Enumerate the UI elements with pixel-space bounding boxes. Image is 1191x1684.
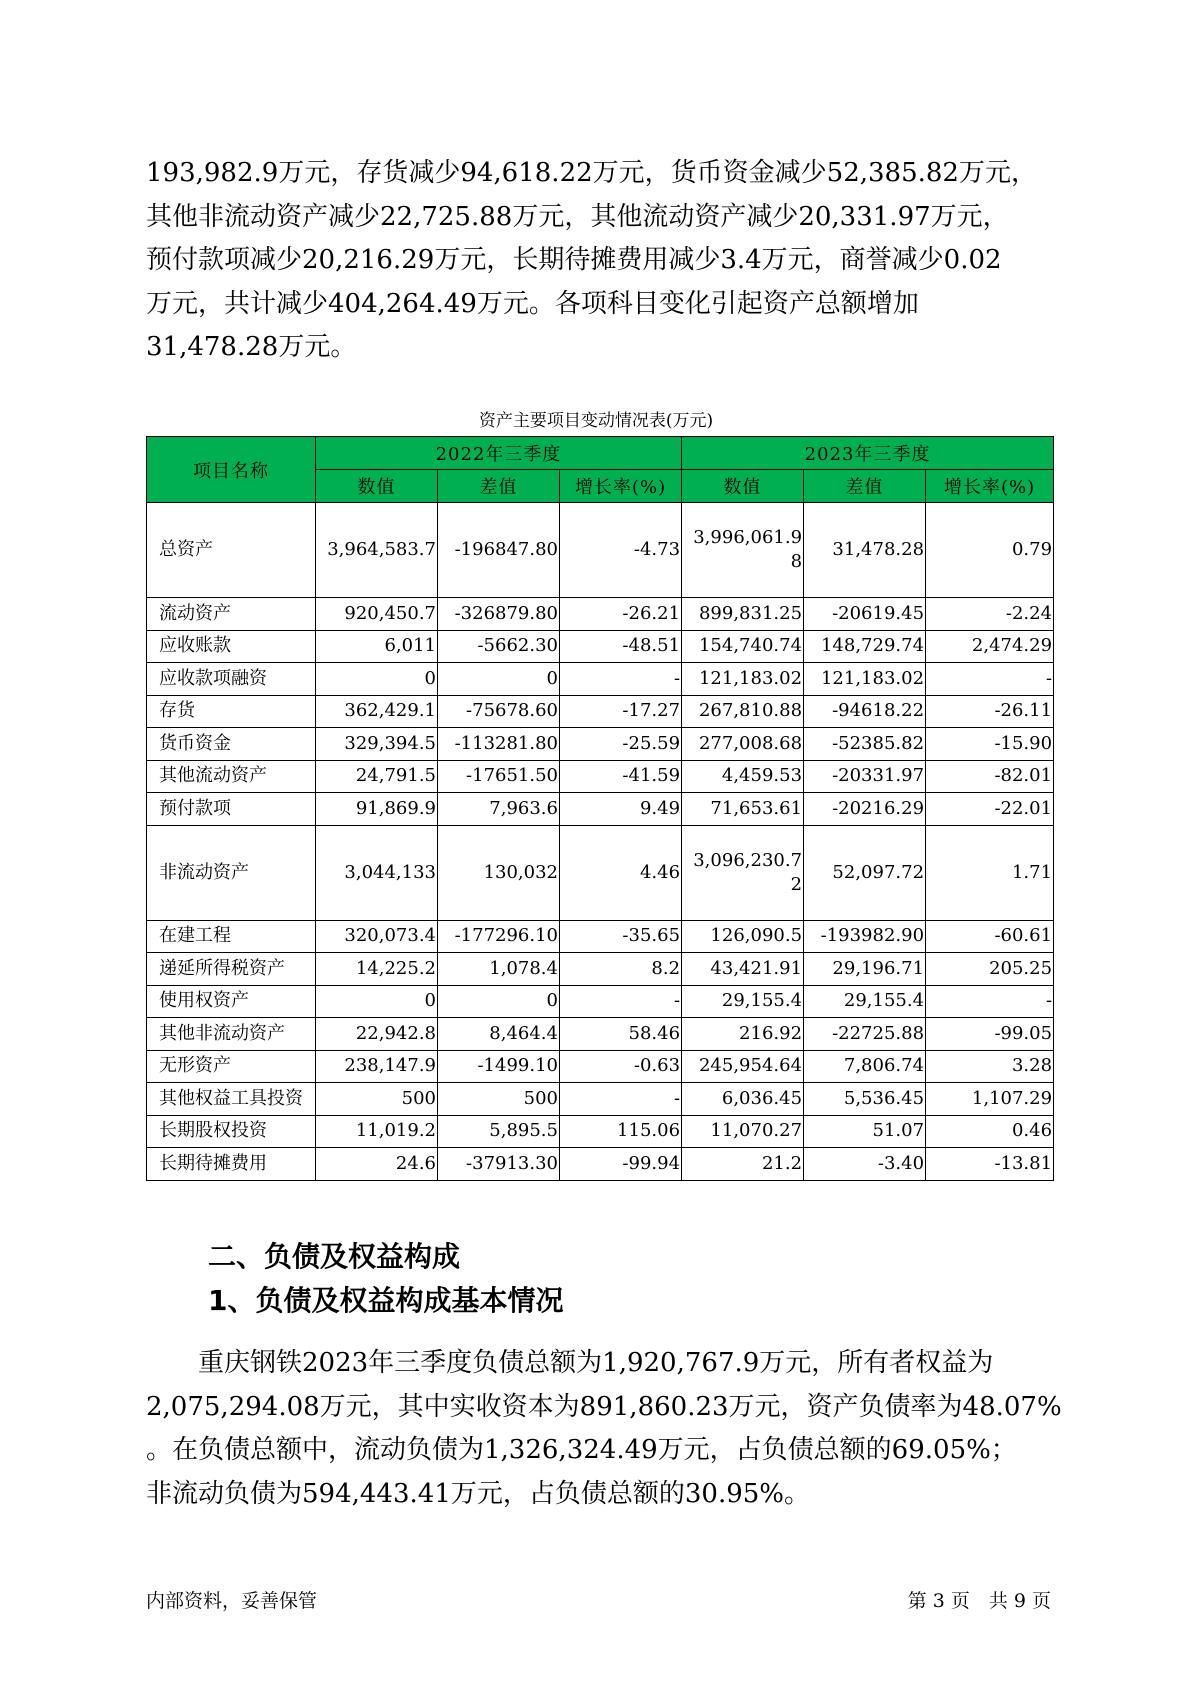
row-cell-g23: 205.25: [926, 953, 1054, 986]
row-cell-v22: 6,011: [316, 630, 438, 663]
intro-paragraph: [146, 152, 1046, 370]
row-cell-d22: 5,895.5: [438, 1115, 560, 1148]
row-cell-g22: -17.27: [560, 695, 682, 728]
row-cell-g23: -: [926, 985, 1054, 1018]
row-cell-v23: 216.92: [682, 1018, 804, 1051]
table-row: [147, 1083, 1054, 1116]
row-item-name: 在建工程: [147, 920, 316, 953]
row-cell-g22: -4.73: [560, 503, 682, 598]
liability-line: 。在负债总额中，流动负债为1,326,324.49万元，占负债总额的69.05%；: [146, 1435, 1017, 1465]
row-cell-v22: 0: [316, 663, 438, 696]
row-cell-g22: -: [560, 985, 682, 1018]
row-item-name: 应收款项融资: [147, 663, 316, 696]
table-body: [147, 503, 1054, 1181]
row-cell-d22: -177296.10: [438, 920, 560, 953]
row-cell-v23: 899,831.25: [682, 598, 804, 631]
row-cell-v23: 154,740.74: [682, 630, 804, 663]
row-cell-d23: -20216.29: [804, 793, 926, 826]
row-item-name: 其他非流动资产: [147, 1018, 316, 1051]
row-cell-d23: -20619.45: [804, 598, 926, 631]
row-item-name: 存货: [147, 695, 316, 728]
row-cell-d23: 31,478.28: [804, 503, 926, 598]
row-cell-v22: 329,394.5: [316, 728, 438, 761]
row-cell-d22: 500: [438, 1083, 560, 1116]
row-cell-g23: -22.01: [926, 793, 1054, 826]
header-item-name: 项目名称: [147, 437, 316, 503]
row-cell-v22: 3,964,583.7: [316, 503, 438, 598]
table-row: [147, 953, 1054, 986]
row-cell-v22: 238,147.9: [316, 1050, 438, 1083]
row-cell-g22: 4.46: [560, 825, 682, 920]
row-cell-g23: -99.05: [926, 1018, 1054, 1051]
row-cell-v23: 267,810.88: [682, 695, 804, 728]
intro-line: 预付款项减少20,216.29万元，长期待摊费用减少3.4万元，商誉减少0.02: [146, 245, 1002, 275]
asset-change-table: [146, 436, 1054, 1181]
table-row: [147, 695, 1054, 728]
section-heading: 二、负债及权益构成: [208, 1240, 461, 1273]
row-cell-d23: -94618.22: [804, 695, 926, 728]
row-cell-g23: -60.61: [926, 920, 1054, 953]
row-cell-d22: -17651.50: [438, 760, 560, 793]
row-cell-g23: 2,474.29: [926, 630, 1054, 663]
row-cell-d23: 51.07: [804, 1115, 926, 1148]
header-value-2023: 数值: [682, 470, 804, 503]
row-cell-d23: -52385.82: [804, 728, 926, 761]
row-cell-v23: 121,183.02: [682, 663, 804, 696]
row-item-name: 预付款项: [147, 793, 316, 826]
row-cell-g22: -99.94: [560, 1148, 682, 1181]
table-row: [147, 1115, 1054, 1148]
row-cell-v23: 277,008.68: [682, 728, 804, 761]
row-cell-d22: 8,464.4: [438, 1018, 560, 1051]
row-cell-d23: 148,729.74: [804, 630, 926, 663]
footer-confidential-note: 内部资料，妥善保管: [146, 1590, 318, 1612]
row-cell-v23: 3,096,230.72: [682, 825, 804, 920]
row-cell-d23: 29,155.4: [804, 985, 926, 1018]
row-cell-v22: 91,869.9: [316, 793, 438, 826]
row-cell-d22: -75678.60: [438, 695, 560, 728]
row-cell-v22: 11,019.2: [316, 1115, 438, 1148]
intro-line: 其他非流动资产减少22,725.88万元，其他流动资产减少20,331.97万元，: [146, 201, 1009, 232]
row-item-name: 总资产: [147, 503, 316, 598]
row-item-name: 使用权资产: [147, 985, 316, 1018]
table-row: [147, 920, 1054, 953]
row-cell-d22: -5662.30: [438, 630, 560, 663]
liability-line: 重庆钢铁2023年三季度负债总额为1,920,767.9万元，所有者权益为: [146, 1348, 994, 1378]
row-cell-g22: -0.63: [560, 1050, 682, 1083]
table-row: [147, 760, 1054, 793]
row-item-name: 其他流动资产: [147, 760, 316, 793]
row-cell-d23: 5,536.45: [804, 1083, 926, 1116]
footer-page-number: 第 3 页 共 9 页: [907, 1590, 1051, 1612]
row-cell-d22: -37913.30: [438, 1148, 560, 1181]
row-cell-d23: -193982.90: [804, 920, 926, 953]
row-cell-g23: 0.79: [926, 503, 1054, 598]
table-row: [147, 503, 1054, 598]
row-cell-g23: -26.11: [926, 695, 1054, 728]
row-cell-v22: 320,073.4: [316, 920, 438, 953]
row-cell-v23: 71,653.61: [682, 793, 804, 826]
subsection-heading: 1、负债及权益构成基本情况: [208, 1284, 564, 1317]
row-cell-d23: 7,806.74: [804, 1050, 926, 1083]
row-cell-v22: 14,225.2: [316, 953, 438, 986]
liability-line: 2,075,294.08万元，其中实收资本为891,860.23万元，资产负债率为48.07%: [146, 1391, 1062, 1422]
row-cell-d23: 29,196.71: [804, 953, 926, 986]
row-item-name: 其他权益工具投资: [147, 1083, 316, 1116]
row-cell-g22: 9.49: [560, 793, 682, 826]
row-cell-g23: 1.71: [926, 825, 1054, 920]
table-row: [147, 728, 1054, 761]
row-cell-v23: 3,996,061.98: [682, 503, 804, 598]
row-cell-v22: 0: [316, 985, 438, 1018]
row-item-name: 货币资金: [147, 728, 316, 761]
row-cell-v22: 362,429.1: [316, 695, 438, 728]
table-row: [147, 1050, 1054, 1083]
table-row: [147, 663, 1054, 696]
row-cell-g22: -: [560, 1083, 682, 1116]
header-growth-2022: 增长率(%): [560, 470, 682, 503]
intro-line: 31,478.28万元。: [146, 332, 357, 362]
row-cell-v23: 4,459.53: [682, 760, 804, 793]
row-cell-g23: 3.28: [926, 1050, 1054, 1083]
header-period-2022: 2022年三季度: [316, 437, 682, 470]
row-cell-g23: -13.81: [926, 1148, 1054, 1181]
row-cell-v23: 11,070.27: [682, 1115, 804, 1148]
row-cell-d22: -326879.80: [438, 598, 560, 631]
liability-paragraph: [146, 1342, 1062, 1516]
row-cell-v23: 245,954.64: [682, 1050, 804, 1083]
row-cell-g23: -: [926, 663, 1054, 696]
table-row: [147, 985, 1054, 1018]
row-cell-g23: 0.46: [926, 1115, 1054, 1148]
row-item-name: 流动资产: [147, 598, 316, 631]
row-cell-g23: 1,107.29: [926, 1083, 1054, 1116]
row-item-name: 应收账款: [147, 630, 316, 663]
row-cell-d23: 121,183.02: [804, 663, 926, 696]
intro-line: 193,982.9万元，存货减少94,618.22万元，货币资金减少52,385.82万元，: [146, 158, 1037, 188]
row-cell-g23: -82.01: [926, 760, 1054, 793]
row-cell-v22: 920,450.7: [316, 598, 438, 631]
row-item-name: 递延所得税资产: [147, 953, 316, 986]
liability-line: 非流动负债为594,443.41万元，占负债总额的30.95%。: [146, 1478, 811, 1509]
row-cell-g23: -2.24: [926, 598, 1054, 631]
row-cell-d23: -22725.88: [804, 1018, 926, 1051]
table-row: [147, 793, 1054, 826]
row-item-name: 非流动资产: [147, 825, 316, 920]
row-cell-v23: 43,421.91: [682, 953, 804, 986]
row-cell-g22: 115.06: [560, 1115, 682, 1148]
header-period-2023: 2023年三季度: [682, 437, 1054, 470]
row-cell-v22: 22,942.8: [316, 1018, 438, 1051]
row-cell-g22: -48.51: [560, 630, 682, 663]
row-item-name: 长期股权投资: [147, 1115, 316, 1148]
row-cell-v22: 3,044,133: [316, 825, 438, 920]
row-cell-d22: 7,963.6: [438, 793, 560, 826]
row-cell-v22: 24,791.5: [316, 760, 438, 793]
row-cell-v22: 500: [316, 1083, 438, 1116]
intro-line: 万元，共计减少404,264.49万元。各项科目变化引起资产总额增加: [146, 288, 919, 319]
table-row: [147, 1018, 1054, 1051]
row-cell-g22: -26.21: [560, 598, 682, 631]
row-cell-v23: 21.2: [682, 1148, 804, 1181]
row-cell-v23: 6,036.45: [682, 1083, 804, 1116]
row-cell-d22: 130,032: [438, 825, 560, 920]
table-caption: 资产主要项目变动情况表(万元): [478, 411, 714, 431]
row-cell-v23: 126,090.5: [682, 920, 804, 953]
row-cell-d22: -196847.80: [438, 503, 560, 598]
row-cell-v22: 24.6: [316, 1148, 438, 1181]
row-cell-d22: 0: [438, 663, 560, 696]
row-cell-d22: 0: [438, 985, 560, 1018]
row-cell-d22: -113281.80: [438, 728, 560, 761]
row-cell-g22: -: [560, 663, 682, 696]
row-cell-g23: -15.90: [926, 728, 1054, 761]
row-cell-g22: -25.59: [560, 728, 682, 761]
row-cell-g22: 8.2: [560, 953, 682, 986]
row-cell-v23: 29,155.4: [682, 985, 804, 1018]
row-cell-g22: -35.65: [560, 920, 682, 953]
row-cell-d22: 1,078.4: [438, 953, 560, 986]
row-cell-d23: -20331.97: [804, 760, 926, 793]
row-cell-d22: -1499.10: [438, 1050, 560, 1083]
table-row: [147, 825, 1054, 920]
row-cell-g22: 58.46: [560, 1018, 682, 1051]
row-item-name: 无形资产: [147, 1050, 316, 1083]
table-row: [147, 630, 1054, 663]
header-value-2022: 数值: [316, 470, 438, 503]
header-growth-2023: 增长率(%): [926, 470, 1054, 503]
row-cell-d23: -3.40: [804, 1148, 926, 1181]
header-diff-2022: 差值: [438, 470, 560, 503]
header-diff-2023: 差值: [804, 470, 926, 503]
table-row: [147, 1148, 1054, 1181]
table-row: [147, 598, 1054, 631]
row-cell-g22: -41.59: [560, 760, 682, 793]
row-item-name: 长期待摊费用: [147, 1148, 316, 1181]
row-cell-d23: 52,097.72: [804, 825, 926, 920]
